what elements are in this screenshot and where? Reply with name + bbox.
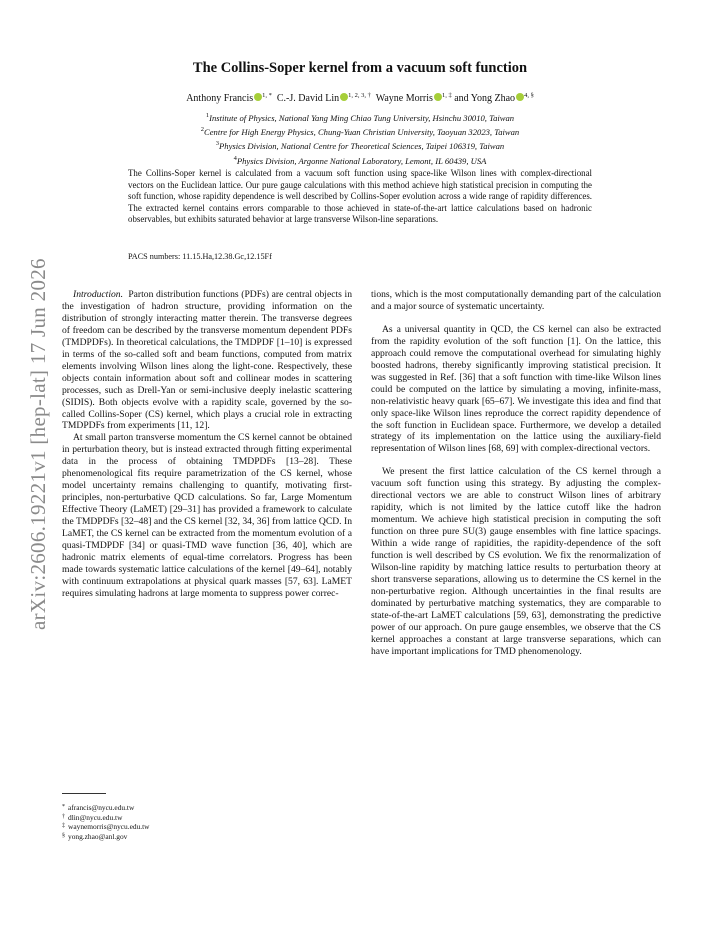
right-column [371, 289, 661, 658]
author-name: C.-J. David Lin [276, 93, 340, 104]
affiliation [60, 124, 660, 138]
pacs-numbers: PACS numbers: 11.15.Ha,12.38.Gc,12.15Ff [128, 252, 272, 261]
author-name: Wayne Morris [375, 93, 433, 104]
email-link[interactable]: dlin@nycu.edu.tw [68, 812, 123, 822]
abstract: The Collins-Soper kernel is calculated from a vacuum soft function using space-like Wilson lines with complex-directional vectors on the Euclidean lattice. Our pure gauge calculations with this method achieve high statistical precision in computing the soft function, whose rapidity dependence is well described by Collins-Soper evolution across a wide range of rapidity differences. The extracted kernel contains errors comparable to those achieved in state-of-the-art lattice calculations based on hadronic observables, but exhibits saturated behavior at large transverse Wilson-line separations. [128, 168, 592, 224]
author-marks: 1, ‡ [441, 92, 452, 99]
affiliation-number: 1 [205, 112, 210, 119]
footnote-mark: † [62, 813, 65, 820]
footnote [62, 803, 150, 813]
footnote [62, 832, 150, 842]
affiliation-text: Physics Division, National Centre for Theoretical Sciences, Taipei 106319, Taiwan [219, 141, 505, 152]
paragraph: As a universal quantity in QCD, the CS kernel can also be extracted from the rapidity evolution of the soft function [1]. On the lattice, this approach could remove the computational overhead for simulating highly boosted hadrons, thereby significantly improving statistical precision. It was suggested in Ref. [36] that a soft function with time-like Wilson lines could be computed on the lattice by simulating a moving, infinite-mass, non-relativistic heavy quark [65–67]. We investigate this idea and find that only space-like Wilson lines reproduce the correct rapidity dependence of the soft function in Euclidean space. Furthermore, we develop a detailed strategy of its implementation on the lattice using the auxiliary-field representation of Wilson lines [68, 69] with complex-directional vectors. [371, 323, 661, 455]
author-name: Anthony Francis [186, 93, 254, 104]
footnote [62, 822, 150, 832]
paragraph: tions, which is the most computationally demanding part of the calculation and a major source of systematic uncertainty. [371, 289, 661, 312]
footnote-mark: § [62, 833, 65, 840]
orcid-icon[interactable] [516, 93, 524, 101]
affiliation-text: Physics Division, Argonne National Laboratory, Lemont, IL 60439, USA [236, 155, 487, 166]
affiliation-text: Centre for High Energy Physics, Chung-Yuan Christian University, Taoyuan 32023, Taiwan [204, 127, 520, 138]
author-marks: 4, § [524, 92, 534, 99]
left-column [62, 289, 352, 600]
intro-paragraph [62, 289, 352, 432]
author-list [60, 92, 660, 104]
footnote [62, 813, 150, 823]
footnote-mark: ‡ [62, 823, 65, 830]
section-label: Introduction. [73, 289, 124, 300]
affiliation-number: 2 [200, 126, 205, 134]
orcid-icon[interactable] [434, 93, 442, 101]
paragraph: At small parton transverse momentum the CS kernel cannot be obtained in perturbation theory, but is instead extracted through fitting experimental data in the process of obtaining TMDPDFs [13–28]. These phenomenological fits require parametrization of the CS kernel, whose model uncertainty remains challenging to quantify, motivating first-principles, non-perturbative QCD calculations. So far, Large Momentum Effective Theory (LaMET) [29–31] has provided a framework to calculate the TMDPDFs [32–48] and the CS kernel [32, 34, 36] from lattice QCD. In LaMET, the CS kernel can be extracted from the momentum evolution of a quasi-TMDPDF [34] or quasi-TMD wave function [36, 40], which are hadronic matrix elements of equal-time correlators. Progress has been made towards systematic lattice calculations of the kernel [49–64], notably with continuum extrapolations at physical quark masses [57, 63]. LaMET requires simulating hadrons at large momenta to suppress power correc- [62, 432, 352, 599]
footnote-divider [62, 793, 106, 794]
paper-title: The Collins-Soper kernel from a vacuum soft function [192, 60, 528, 76]
orcid-icon[interactable] [254, 93, 262, 101]
author-conjunction: and [454, 93, 469, 104]
author-name: Yong Zhao [470, 93, 516, 104]
email-link[interactable]: yong.zhao@anl.gov [68, 832, 128, 842]
author-marks: 1, * [262, 92, 272, 99]
arxiv-identifier: arXiv:2606.19221v1 [hep-lat] 17 Jun 2026 [26, 258, 50, 630]
affiliation-text: Institute of Physics, National Yang Ming Chiao Tung University, Hsinchu 30010, Taiwan [209, 113, 515, 123]
affiliation [60, 153, 660, 167]
affiliation-number: 4 [233, 154, 237, 162]
paragraph-text: Parton distribution functions (PDFs) are central objects in the investigation of hadron structure, providing information on the distribution of strongly interacting matter therein. The transverse degrees of freedom can be described by the transverse momentum dependent PDFs (TMDPDFs). In theoretical calculations, the TMDPDF [1–10] is expressed in terms of the so-called soft and beam functions, computed from matrix elements involving Wilson lines along the light-cone. Respectively, these objects contain information about soft and collinear modes in scattering processes, such as Drell-Yan or semi-inclusive deeply inelastic scattering (SIDIS). Both objects evolve with a rapidity scale, governed by the so-called Collins-Soper (CS) kernel, which plays a crucial role in extracting TMDPDFs from experiments [11, 12]. [62, 289, 352, 432]
orcid-icon[interactable] [340, 93, 348, 101]
paragraph: We present the first lattice calculation of the CS kernel through a vacuum soft function using this strategy. By adjusting the complex-directional vectors we are able to construct Wilson lines of arbitrary rapidity, which is not limited by the lattice cutoff like the hadron momentum. We achieve high statistical precision in computing the soft function on three pure SU(3) gauge ensembles with fine lattice spacings. Within a wide range of rapidities, the rapidity-dependence of the soft function is well described by CS evolution. We fix the renormalization of Wilson-line rapidity by matching lattice results to perturbation theory at short transverse separations, allowing us to determine the CS kernel in the non-perturbative region. Although uncertainties in the final results are dominated by perturbative matching systematics, they are comparable to state-of-the-art LaMET calculations [59, 63], demonstrating the predictive power of our approach. On pure gauge ensembles, we observe that the CS kernel approaches a constant at large transverse separations, which can have important implications for TMD phenomenology. [371, 466, 661, 657]
affiliation [60, 110, 660, 124]
email-link[interactable]: afrancis@nycu.edu.tw [68, 803, 135, 812]
affiliation [60, 138, 660, 152]
affiliation-list [60, 110, 660, 167]
footnote-mark: * [62, 804, 65, 810]
email-link[interactable]: waynemorris@nycu.edu.tw [68, 822, 150, 832]
affiliation-number: 3 [215, 140, 220, 148]
footnotes [62, 803, 150, 842]
author-marks: 1, 2, 3, † [348, 92, 371, 99]
